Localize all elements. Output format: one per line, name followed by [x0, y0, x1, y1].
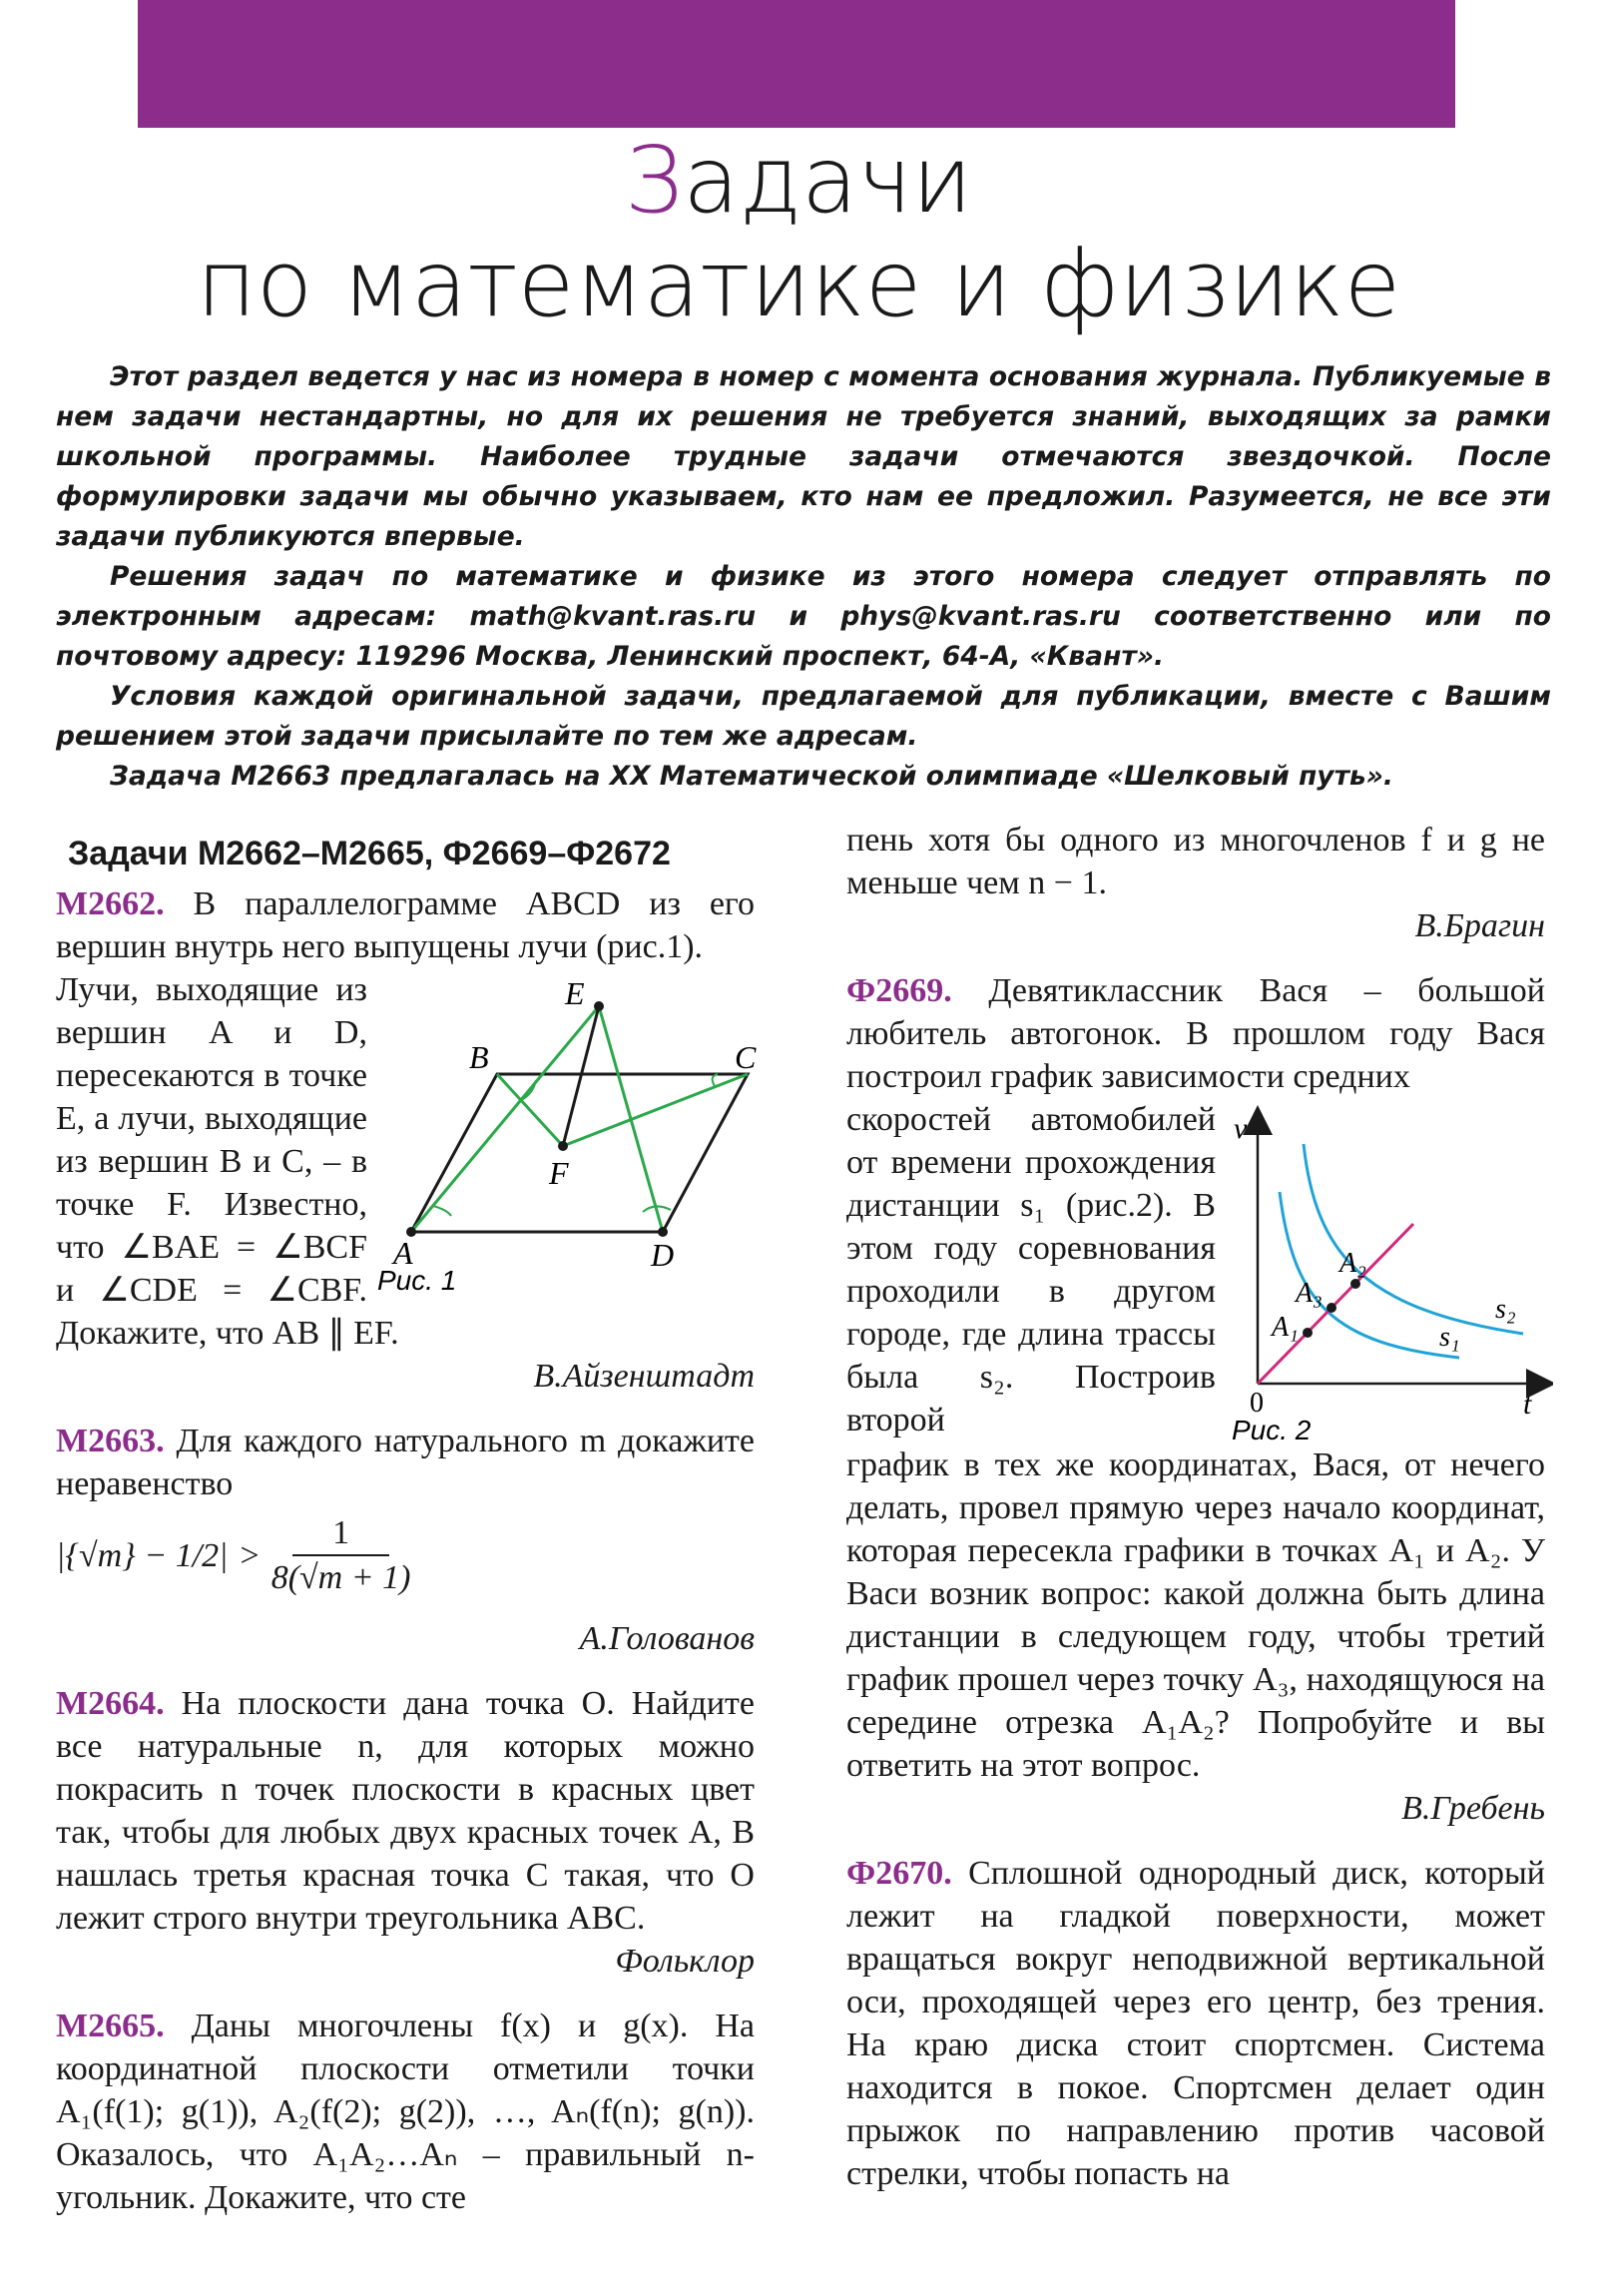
problem-code: Ф2670. [846, 1855, 952, 1892]
page-title [0, 128, 1597, 234]
ray-b-f [497, 1074, 563, 1146]
ray-c-f [563, 1074, 748, 1146]
problem-text: Даны многочлены f(x) и g(x). На координатной плоскости отметили точки A₁(f(1); g(1)), A₂(f(2); g(2)), …, Aₙ(f(n); g(n)). Оказалось, что A₁A₂…Aₙ – правильный n-угольник. Докажите, что сте [56, 2008, 755, 2216]
inequality-formula [56, 1511, 755, 1599]
point-d [658, 1227, 668, 1237]
problem-text: Для каждого натурального m докажите неравенство [56, 1423, 756, 1502]
problem-author: Фольклор [615, 1943, 755, 1980]
problem-code: М2662. [56, 885, 165, 922]
intro-paragraph: Решения задач по математике и физике из этого номера следует отправлять по электронным адресам: math@kvant.ras.ru и phys@kvant.ras.ru соответственно или по почтовому адресу: 119296 Москва, Ленинский проспект, 64-А, «Квант». [56, 561, 1551, 672]
formula-gt: > [240, 1536, 260, 1574]
angle-mark [713, 1074, 718, 1086]
label-b: B [469, 1039, 489, 1075]
curve-s2 [1304, 1144, 1523, 1334]
problem-author: В.Айзенштадт [533, 1358, 755, 1395]
problem-text: Сплошной однородный диск, который лежит на гладкой поверхности, может вращаться вокруг неподвижной вертикальной оси, проходящей через его центр, без трения. На краю диска стоит спортсмен. Система находится в покое. Спортсмен делает один прыжок по направлению против часовой стрелки, чтобы попасть на [846, 1855, 1545, 2192]
formula-numerator: 1 [292, 1511, 389, 1556]
title-first-letter: З [624, 127, 684, 234]
label-t: t [1523, 1388, 1532, 1421]
title-rest: адачи [683, 127, 973, 234]
left-column [56, 819, 755, 2219]
label-c: C [735, 1039, 757, 1075]
label-s1: s₁ [1439, 1322, 1460, 1353]
point-a1 [1303, 1328, 1313, 1338]
point-f [558, 1141, 568, 1151]
label-d: D [651, 1237, 675, 1273]
problem-m2662 [56, 882, 755, 968]
figure-caption: Рис. 1 [377, 1265, 457, 1294]
line-through-origin [1258, 1224, 1413, 1384]
problem-text-continued: пень хотя бы одного из многочленов f и g не меньше чем n − 1. [846, 822, 1545, 901]
problem-f2669 [846, 969, 1545, 1098]
right-column [846, 819, 1545, 2195]
problem-text: На плоскости дана точка O. Найдите все натуральные n, для которых можно покрасить n точек плоскости в красных цвет так, чтобы для любых двух красных точек A, B нашлась третья красная точка C такая, что O лежит строго внутри треугольника ABC. [56, 1685, 756, 1937]
problem-author: В.Гребень [1401, 1790, 1545, 1827]
problem-text: Лучи, выходящие из вершин A и D, пересекаются в точке E, а лучи, выходящие из вершин B и C, – в точке F. Известно, что ∠BAE = ∠BCF и ∠CDE = ∠CBF. Докажите, что AB ∥ EF. [56, 971, 399, 1352]
problem-author: В.Брагин [1414, 907, 1545, 944]
problem-m2665 [56, 2005, 755, 2219]
label-a2: A₂ [1339, 1248, 1366, 1279]
page-subtitle: по математике и физике [196, 231, 1401, 337]
intro-paragraph: Задача М2663 предлагалась на XX Математической олимпиаде «Шелковый путь». [110, 761, 1393, 792]
header-banner [138, 0, 1455, 128]
section-title: Задачи М2662–М2665, Ф2669–Ф2672 [68, 835, 671, 872]
angle-mark [433, 1206, 451, 1216]
intro-paragraph: Условия каждой оригинальной задачи, предлагаемой для публикации, вместе с Вашим решением этой задачи присылайте по тем же адресам. [56, 681, 1551, 752]
label-a1: A₁ [1272, 1312, 1299, 1343]
point-e [594, 1001, 604, 1011]
problem-text: скоростей автомобилей от времени прохождения дистанции s₁ (рис.2). В этом году соревнования проходили в другом городе, где длина трассы была s₂. Построив второй [846, 1101, 1216, 1438]
point-a2 [1350, 1279, 1360, 1289]
label-origin: 0 [1250, 1388, 1264, 1419]
intro-block [56, 357, 1551, 797]
formula-left: |{√m} − 1/2| [56, 1536, 229, 1574]
problem-text: график в тех же координатах, Вася, от нечего делать, провел прямую через начало координат, которая пересекла графики в точках A₁ и A₂. У Васи возник вопрос: какой должна быть длина дистанции в следующем году, чтобы третий график прошел через точку A₃, находящуюся на середине отрезка A₁A₂? Попробуйте и вы ответить на этот вопрос. [846, 1446, 1545, 1784]
label-v: v [1234, 1112, 1248, 1145]
label-a: A [393, 1235, 413, 1271]
parallelogram [411, 1074, 748, 1232]
problem-code: М2664. [56, 1685, 165, 1722]
problem-code: М2663. [56, 1423, 165, 1459]
problem-text: В параллелограмме ABCD из его вершин внутрь него выпущены лучи (рис.1). [56, 885, 756, 965]
intro-paragraph: Этот раздел ведется у нас из номера в номер с момента основания журнала. Публикуемые в нем задачи нестандартны, но для их решения не требуется знаний, выходящих за рамки школьной программы. Наиболее трудные задачи отмечаются звездочкой. После формулировки задачи мы обычно указываем, кто нам ее предложил. Разумеется, не все эти задачи публикуются впервые. [56, 361, 1551, 552]
problem-m2663 [56, 1420, 755, 1505]
label-a3: A₃ [1296, 1278, 1323, 1309]
label-s2: s₂ [1495, 1294, 1516, 1325]
point-a3 [1327, 1303, 1336, 1313]
problem-f2670 [846, 1852, 1545, 2195]
problem-m2664 [56, 1682, 755, 1940]
formula-fraction [271, 1511, 411, 1599]
label-f: F [549, 1155, 569, 1191]
problem-code: Ф2669. [846, 972, 952, 1009]
figure-1 [373, 964, 763, 1294]
figure-2 [1224, 1104, 1553, 1443]
problem-author: А.Голованов [579, 1620, 755, 1657]
problem-text: Девятиклассник Вася – большой любитель автогонок. В прошлом году Вася построил график зависимости средних [846, 972, 1545, 1095]
formula-denominator: 8(√m + 1) [270, 1559, 411, 1596]
figure-caption: Рис. 2 [1232, 1415, 1312, 1443]
label-e: E [565, 975, 585, 1011]
problem-code: М2665. [56, 2008, 165, 2044]
